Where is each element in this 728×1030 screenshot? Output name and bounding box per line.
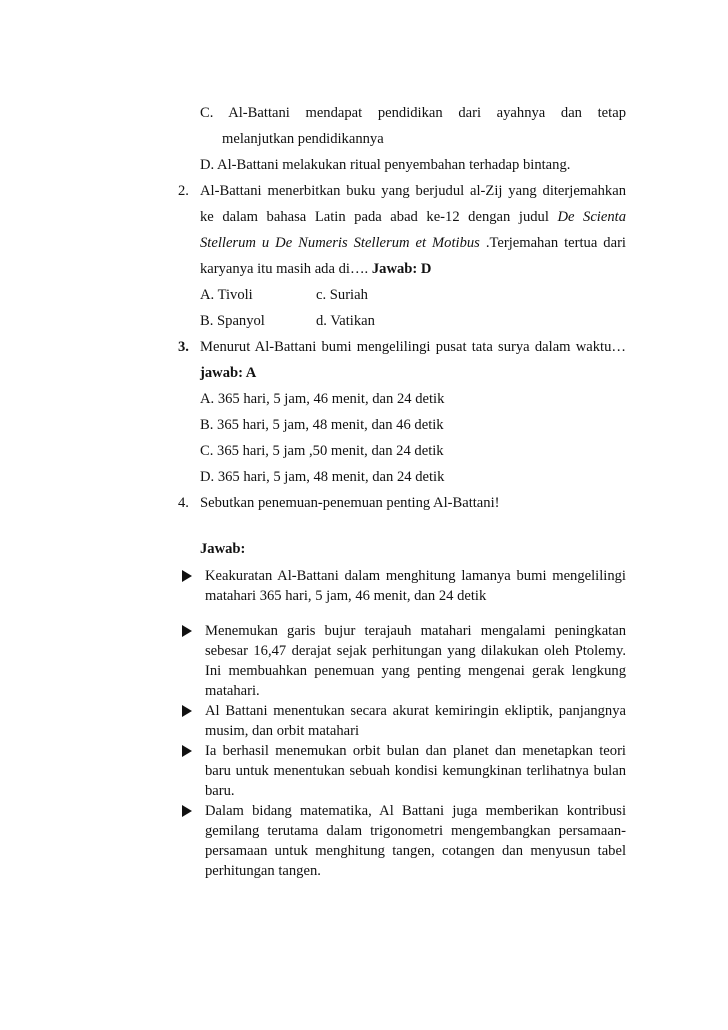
q2-title-part2: Stellerum u De Numeris Stellerum et Motibus (200, 235, 480, 251)
arrow-bullet-icon (182, 805, 192, 817)
q1-option-c-line2: melanjutkan pendidikannya (222, 131, 384, 147)
q4-number: 4. (178, 495, 189, 511)
bullet-2-line2: sebesar 16,47 derajat sejak perhitungan yang dilakukan oleh Ptolemy. (205, 643, 626, 659)
bullet-3-line2: musim, dan orbit matahari (205, 723, 360, 739)
q2-line2 (200, 208, 626, 226)
arrow-bullet-icon (182, 705, 192, 717)
q2-line4-text: karyanya itu masih ada di…. (200, 261, 372, 277)
bullet-2-line4: matahari. (205, 683, 260, 699)
arrow-bullet-icon (182, 625, 192, 637)
arrow-bullet-icon (182, 570, 192, 582)
q4-answer-label: Jawab: (200, 541, 246, 557)
q3-option-c: C. 365 hari, 5 jam ,50 menit, dan 24 detik (200, 443, 444, 459)
q2-line2-text: ke dalam bahasa Latin pada abad ke-12 dengan judul (200, 209, 558, 225)
q2-line1: Al-Battani menerbitkan buku yang berjudul al-Zij yang diterjemahkan (200, 183, 626, 199)
q2-options-row2 (200, 312, 375, 330)
q1-option-c-line1: C. Al-Battani mendapat pendidikan dari ayahnya dan tetap (200, 105, 626, 121)
q3-option-d: D. 365 hari, 5 jam, 48 menit, dan 24 detik (200, 469, 445, 485)
bullet-4-line1: Ia berhasil menemukan orbit bulan dan planet dan menetapkan teori (205, 743, 626, 759)
q4-question: Sebutkan penemuan-penemuan penting Al-Battani! (200, 495, 500, 511)
q1-option-d: D. Al-Battani melakukan ritual penyembahan terhadap bintang. (200, 157, 571, 173)
q2-option-a: A. Tivoli (200, 287, 253, 303)
q2-option-d: d. Vatikan (316, 313, 375, 329)
q3-question: Menurut Al-Battani bumi mengelilingi pusat tata surya dalam waktu… (200, 339, 626, 355)
q2-options-row1 (200, 286, 368, 304)
q3-option-a: A. 365 hari, 5 jam, 46 menit, dan 24 detik (200, 391, 445, 407)
q2-line4 (200, 260, 431, 278)
q2-title-part1: De Scienta (557, 209, 626, 225)
bullet-4-line2: baru untuk menentukan sebuah kondisi kemungkinan terlihatnya bulan (205, 763, 626, 779)
q2-line3 (200, 234, 626, 252)
q3-number: 3. (178, 339, 189, 355)
bullet-5-line4: perhitungan tangen. (205, 863, 321, 879)
bullet-4-line3: baru. (205, 783, 235, 799)
q2-number: 2. (178, 183, 189, 199)
q2-answer: Jawab: D (371, 261, 432, 277)
bullet-1-line1: Keakuratan Al-Battani dalam menghitung lamanya bumi mengelilingi (205, 568, 626, 584)
q2-option-c: c. Suriah (316, 287, 368, 303)
bullet-1-line2: matahari 365 hari, 5 jam, 46 menit, dan 24 detik (205, 588, 487, 604)
bullet-3-line1: Al Battani menentukan secara akurat kemiringin ekliptik, panjangnya (205, 703, 626, 719)
q3-option-b: B. 365 hari, 5 jam, 48 menit, dan 46 detik (200, 417, 444, 433)
bullet-5-line1: Dalam bidang matematika, Al Battani juga memberikan kontribusi (205, 803, 626, 819)
bullet-2-line3: Ini membuahkan penemuan yang penting mengenai gerak lengkung (205, 663, 626, 679)
q2-option-b: B. Spanyol (200, 313, 265, 329)
q2-line3-text: .Terjemahan tertua dari (479, 235, 626, 251)
q3-answer: jawab: A (200, 365, 257, 381)
bullet-5-line3: persamaan untuk menghitung tangen, cotangen dan menyusun tabel (205, 843, 626, 859)
arrow-bullet-icon (182, 745, 192, 757)
bullet-5-line2: gemilang terutama dalam trigonometri mengembangkan persamaan- (205, 823, 626, 839)
bullet-2-line1: Menemukan garis bujur terajauh matahari mengalami peningkatan (205, 623, 626, 639)
